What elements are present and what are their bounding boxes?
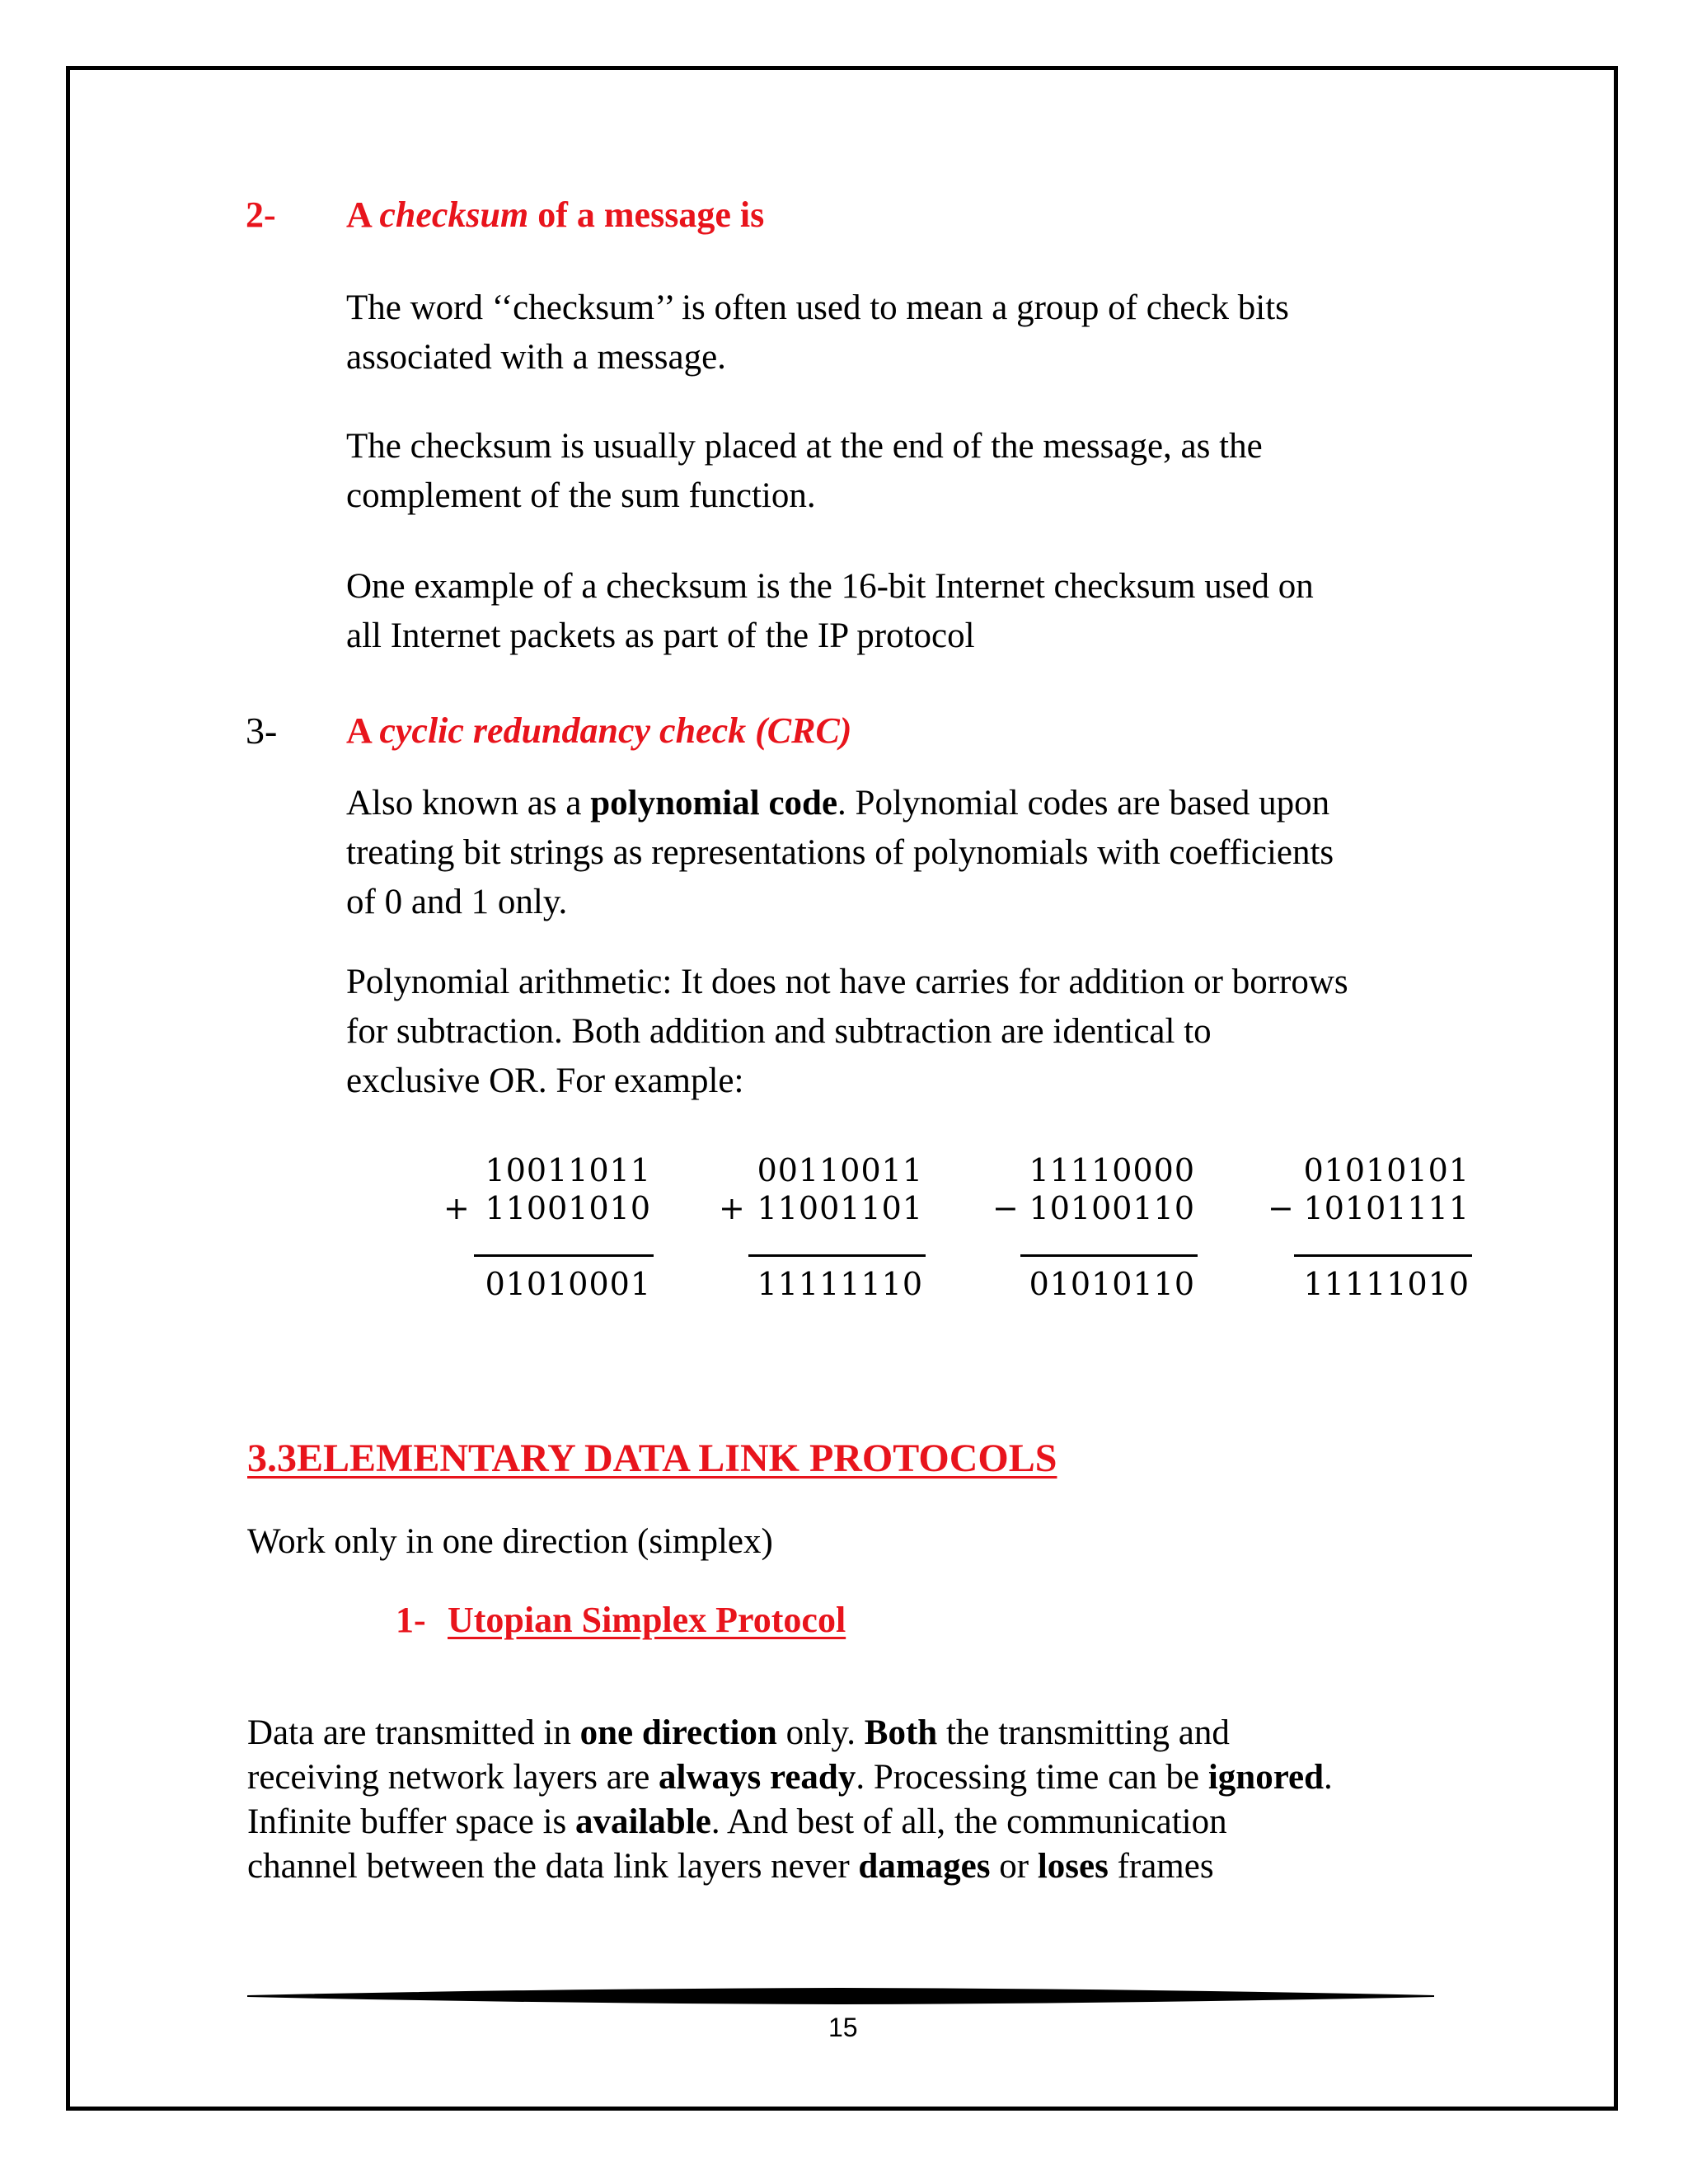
example-1-operand-a: 10011011 — [485, 1152, 651, 1188]
text-line: Polynomial arithmetic: It does not have carries for addition or borrows — [346, 963, 1348, 1001]
text-line: Infinite buffer space is available. And best of all, the communication — [247, 1802, 1227, 1841]
text-line: channel between the data link layers never damages or loses frames — [247, 1847, 1214, 1886]
text-line: treating bit strings as representations of polynomials with coefficients — [346, 833, 1334, 872]
text-line: for subtraction. Both addition and subtraction are identical to — [346, 1012, 1212, 1051]
subsection-title-utopian: Utopian Simplex Protocol — [448, 1600, 846, 1640]
example-1-operand-b: 11001010 — [485, 1190, 651, 1226]
section-number-crc: 3- — [246, 710, 278, 752]
section-title-checksum — [346, 194, 764, 236]
example-4-operand-a: 01010101 — [1303, 1152, 1470, 1188]
example-4-operator: − — [1268, 1190, 1295, 1226]
footer-divider — [247, 1986, 1434, 2006]
section-title-crc — [346, 710, 851, 752]
text-line: Data are transmitted in one direction only. Both the transmitting and — [247, 1713, 1230, 1752]
example-4-sum-line — [1294, 1254, 1472, 1257]
crc-paragraph-1 — [346, 779, 1334, 927]
text-line: The word ‘‘checksum’’ is often used to mean a group of check bits — [346, 288, 1289, 327]
checksum-paragraph-3 — [346, 562, 1314, 661]
title-prefix: A — [346, 194, 371, 235]
example-1-result: 01010001 — [485, 1266, 651, 1302]
section-heading-protocols: 3.3ELEMENTARY DATA LINK PROTOCOLS — [247, 1436, 1057, 1480]
protocols-intro: Work only in one direction (simplex) — [247, 1522, 773, 1561]
example-3-operand-a: 11110000 — [1029, 1152, 1195, 1188]
example-2-operand-a: 00110011 — [757, 1152, 923, 1188]
example-2-result: 11111110 — [757, 1266, 923, 1302]
title-prefix: A — [346, 710, 371, 751]
text-line: of 0 and 1 only. — [346, 883, 568, 921]
example-3-sum-line — [1020, 1254, 1198, 1257]
text-line: Also known as a polynomial code. Polynomial codes are based upon — [346, 784, 1330, 823]
page-number: 15 — [828, 2013, 858, 2042]
term-polynomial-code: polynomial code — [590, 784, 838, 823]
text-line: exclusive OR. For example: — [346, 1062, 744, 1100]
text-line: receiving network layers are always ready. Processing time can be ignored. — [247, 1758, 1333, 1797]
checksum-paragraph-1 — [346, 284, 1289, 382]
example-4-operand-b: 10101111 — [1303, 1190, 1470, 1226]
example-1-sum-line — [474, 1254, 654, 1257]
example-2-operator: + — [719, 1190, 746, 1226]
crc-paragraph-2 — [346, 958, 1348, 1106]
text-line: complement of the sum function. — [346, 476, 816, 515]
checksum-paragraph-2 — [346, 422, 1263, 521]
example-2-sum-line — [748, 1254, 926, 1257]
subsection-number-utopian: 1- — [396, 1600, 426, 1640]
example-3-operand-b: 10100110 — [1029, 1190, 1195, 1226]
example-2-operand-b: 11001101 — [757, 1190, 923, 1226]
section-number-checksum: 2- — [246, 194, 276, 235]
title-suffix: of a message is — [537, 194, 765, 235]
text-line: associated with a message. — [346, 338, 726, 377]
text-line: all Internet packets as part of the IP protocol — [346, 616, 975, 655]
example-3-operator: − — [992, 1190, 1020, 1226]
utopian-paragraph — [247, 1711, 1333, 1889]
text-line: The checksum is usually placed at the end of the message, as the — [346, 427, 1263, 466]
title-term: checksum — [379, 194, 529, 235]
example-4-result: 11111010 — [1303, 1266, 1470, 1302]
text-line: One example of a checksum is the 16-bit Internet checksum used on — [346, 567, 1314, 606]
example-3-result: 01010110 — [1029, 1266, 1195, 1302]
title-term: cyclic redundancy check (CRC) — [379, 710, 852, 751]
example-1-operator: + — [443, 1190, 471, 1226]
